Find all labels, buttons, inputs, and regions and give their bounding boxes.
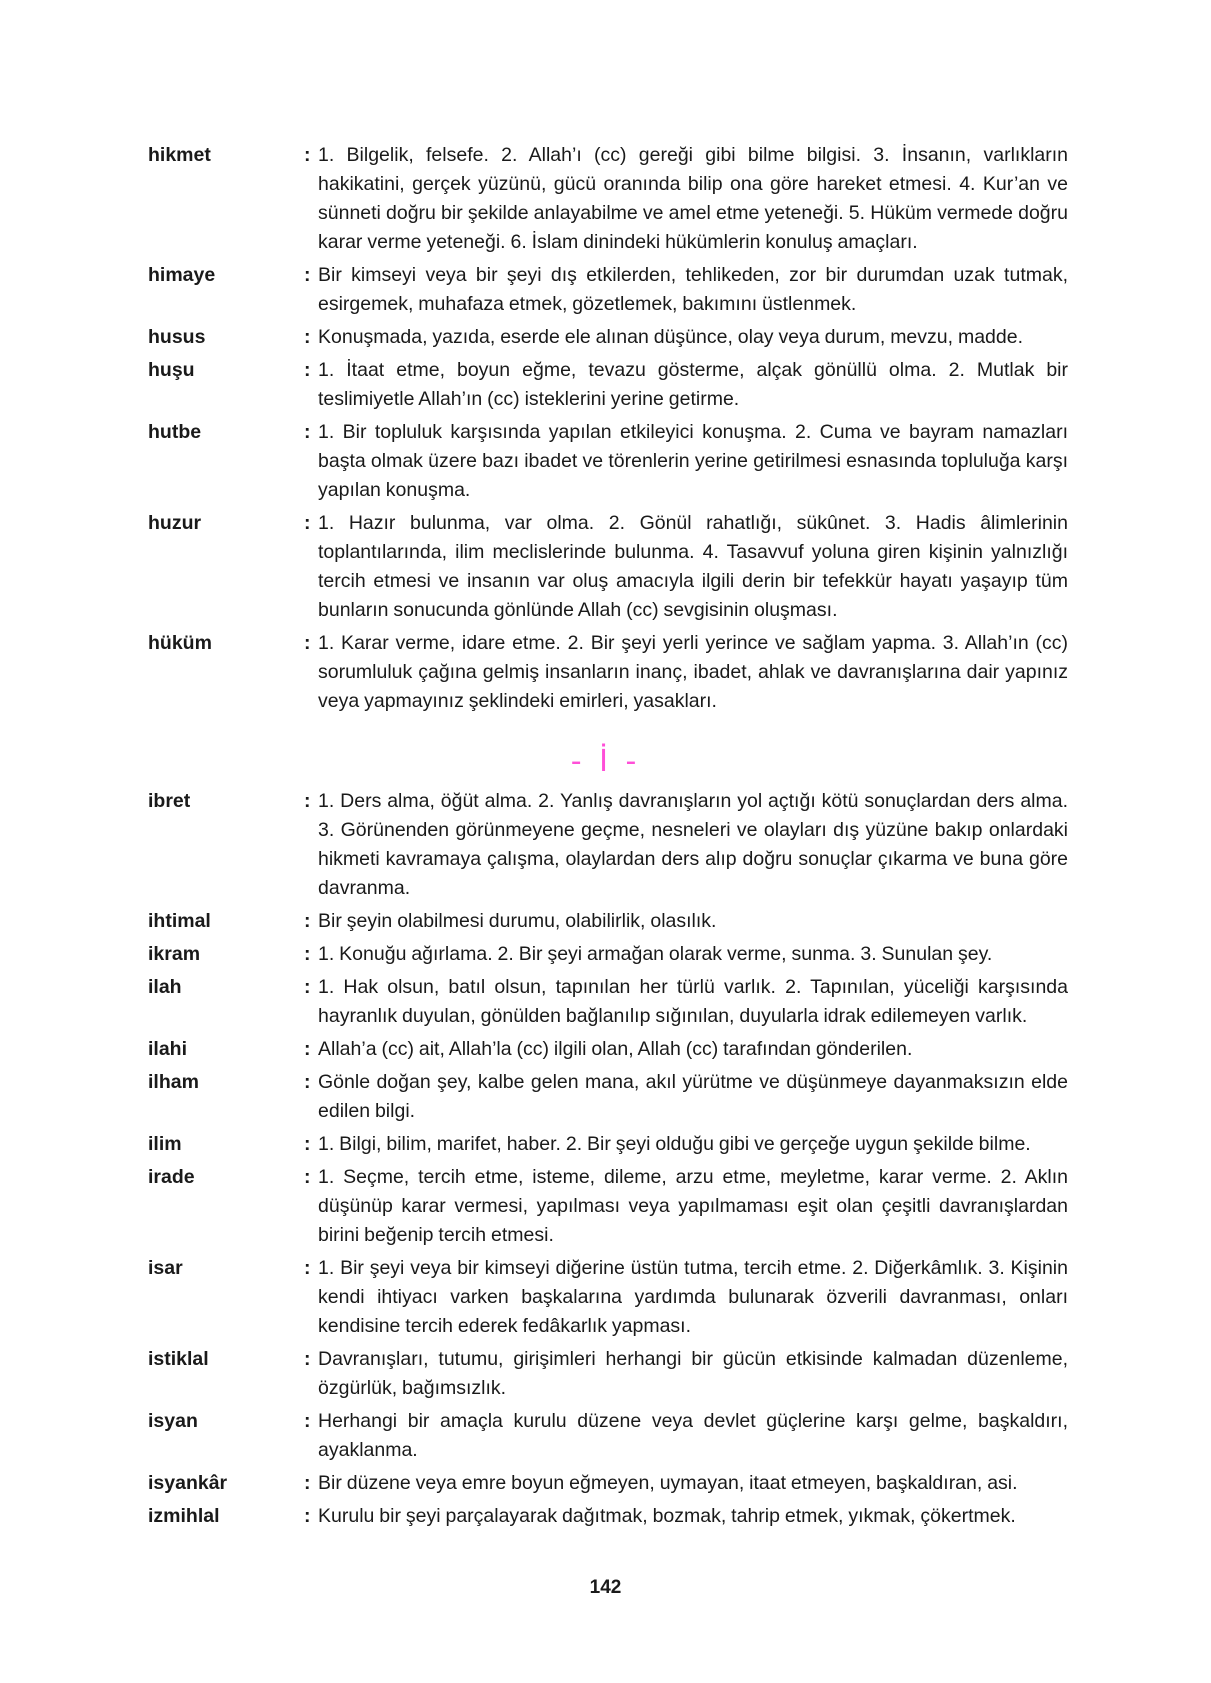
entry-term: ilham xyxy=(148,1071,199,1093)
glossary-section-i xyxy=(148,787,1068,1535)
glossary-entry xyxy=(148,907,1068,936)
glossary-entry xyxy=(148,1035,1068,1064)
entry-definition: Bir şeyin olabilmesi durumu, olabilirlik, olasılık. xyxy=(318,910,717,932)
glossary-entry xyxy=(148,1502,1068,1531)
glossary-entry xyxy=(148,629,1068,716)
glossary-entry xyxy=(148,141,1068,257)
entry-definition: 1. Seçme, tercih etme, isteme, dileme, arzu etme, meyletme, karar verme. 2. Aklın düşünüp karar vermesi, yapılması veya yapılmaması eşit olan çeşitli davranışlardan birini beğenip tercih etmesi. xyxy=(318,1166,1068,1246)
entry-definition: 1. Bilgi, bilim, marifet, haber. 2. Bir şeyi olduğu gibi ve gerçeğe uygun şekilde bilme. xyxy=(318,1133,1031,1155)
entry-definition: 1. Bilgelik, felsefe. 2. Allah’ı (cc) gereği gibi bilme bilgisi. 3. İnsanın, varlıkların hakikatini, gerçek yüzünü, gücü oranında bilip ona göre hareket etmesi. 4. Kur’an ve sünneti doğru bir şekilde anlayabilme ve amel etme yeteneği. 5. Hüküm vermede doğru karar verme yeteneği. 6. İslam dinindeki hükümlerin konuluş amaçları. xyxy=(318,144,1068,253)
entry-colon: : xyxy=(304,1472,311,1494)
entry-colon: : xyxy=(304,910,311,932)
glossary-entry xyxy=(148,973,1068,1031)
entry-definition: 1. Karar verme, idare etme. 2. Bir şeyi yerli yerince ve sağlam yapma. 3. Allah’ın (cc) sorumluluk çağına gelmiş insanların inanç, ibadet, ahlak ve davranışlarına dair yapınız veya yapmayınız şeklindeki emirleri, yasakları. xyxy=(318,632,1068,712)
entry-term: huzur xyxy=(148,512,202,534)
entry-definition: 1. Ders alma, öğüt alma. 2. Yanlış davranışların yol açtığı kötü sonuçlardan ders alma. 3. Görünenden görünmeyene geçme, nesneleri ve olayları dış yüzüne bakıp onlardaki hikmeti kavramaya çalışma, olaylardan ders alıp doğru sonuçlar çıkarma ve buna göre davranma. xyxy=(318,790,1068,899)
entry-colon: : xyxy=(304,512,311,534)
glossary-entry xyxy=(148,787,1068,903)
entry-colon: : xyxy=(304,1505,311,1527)
entry-term: ilahi xyxy=(148,1038,188,1060)
entry-colon: : xyxy=(304,1348,311,1370)
section-heading-i: - İ - xyxy=(570,744,641,779)
entry-term: irade xyxy=(148,1166,195,1188)
entry-colon: : xyxy=(304,1410,311,1432)
entry-colon: : xyxy=(304,1038,311,1060)
entry-definition: 1. Hak olsun, batıl olsun, tapınılan her türlü varlık. 2. Tapınılan, yüceliği karşısında hayranlık duyulan, gönülden bağlanılıp sığınılan, duyularla idrak edilemeyen varlık. xyxy=(318,976,1068,1027)
entry-definition: Gönle doğan şey, kalbe gelen mana, akıl yürütme ve düşünmeye dayanmaksızın elde edilen bilgi. xyxy=(318,1071,1068,1122)
entry-colon: : xyxy=(304,976,311,998)
entry-colon: : xyxy=(304,943,311,965)
entry-term: isyankâr xyxy=(148,1472,228,1494)
entry-definition: 1. İtaat etme, boyun eğme, tevazu gösterme, alçak gönüllü olma. 2. Mutlak bir teslimiyetle Allah’ın (cc) isteklerini yerine getirme. xyxy=(318,359,1068,410)
glossary-entry xyxy=(148,1130,1068,1159)
glossary-entry xyxy=(148,1068,1068,1126)
entry-colon: : xyxy=(304,326,311,348)
entry-term: himaye xyxy=(148,264,216,286)
entry-definition: Allah’a (cc) ait, Allah’la (cc) ilgili olan, Allah (cc) tarafından gönderilen. xyxy=(318,1038,913,1060)
glossary-entry xyxy=(148,509,1068,625)
entry-definition: 1. Bir şeyi veya bir kimseyi diğerine üstün tutma, tercih etme. 2. Diğerkâmlık. 3. Kişinin kendi ihtiyacı varken başkalarına yardımda bulunarak özverili davranması, onları kendisine tercih ederek fedâkarlık yapması. xyxy=(318,1257,1068,1337)
entry-colon: : xyxy=(304,1257,311,1279)
entry-term: izmihlal xyxy=(148,1505,220,1527)
entry-colon: : xyxy=(304,632,311,654)
entry-term: ikram xyxy=(148,943,201,965)
entry-term: husus xyxy=(148,326,206,348)
entry-definition: Herhangi bir amaçla kurulu düzene veya devlet güçlerine karşı gelme, başkaldırı, ayaklanma. xyxy=(318,1410,1068,1461)
glossary-entry xyxy=(148,1254,1068,1341)
entry-term: ilim xyxy=(148,1133,182,1155)
entry-colon: : xyxy=(304,359,311,381)
page-number: 142 xyxy=(589,1577,622,1598)
entry-term: hüküm xyxy=(148,632,212,654)
entry-term: huşu xyxy=(148,359,195,381)
glossary-entry xyxy=(148,418,1068,505)
glossary-entry xyxy=(148,1469,1068,1498)
glossary-entry xyxy=(148,323,1068,352)
entry-colon: : xyxy=(304,1166,311,1188)
entry-term: isar xyxy=(148,1257,183,1279)
glossary-entry xyxy=(148,1407,1068,1465)
entry-colon: : xyxy=(304,264,311,286)
entry-term: isyan xyxy=(148,1410,198,1432)
entry-term: ibret xyxy=(148,790,191,812)
entry-definition: 1. Konuğu ağırlama. 2. Bir şeyi armağan olarak verme, sunma. 3. Sunulan şey. xyxy=(318,943,993,965)
entry-definition: 1. Bir topluluk karşısında yapılan etkileyici konuşma. 2. Cuma ve bayram namazları başta olmak üzere bazı ibadet ve törenlerin yerine getirilmesi esnasında topluluğa karşı yapılan konuşma. xyxy=(318,421,1068,501)
entry-term: istiklal xyxy=(148,1348,209,1370)
glossary-entry xyxy=(148,1345,1068,1403)
glossary-entry xyxy=(148,1163,1068,1250)
glossary-entry xyxy=(148,940,1068,969)
glossary-entry xyxy=(148,261,1068,319)
entry-definition: Davranışları, tutumu, girişimleri herhangi bir gücün etkisinde kalmadan düzenleme, özgürlük, bağımsızlık. xyxy=(318,1348,1068,1399)
entry-definition: Konuşmada, yazıda, eserde ele alınan düşünce, olay veya durum, mevzu, madde. xyxy=(318,326,1023,348)
entry-term: ilah xyxy=(148,976,182,998)
entry-definition: Bir kimseyi veya bir şeyi dış etkilerden, tehlikeden, zor bir durumdan uzak tutmak, esirgemek, muhafaza etmek, gözetlemek, bakımını üstlenmek. xyxy=(318,264,1068,315)
entry-definition: Kurulu bir şeyi parçalayarak dağıtmak, bozmak, tahrip etmek, yıkmak, çökertmek. xyxy=(318,1505,1016,1527)
entry-term: hikmet xyxy=(148,144,211,166)
entry-colon: : xyxy=(304,1071,311,1093)
entry-colon: : xyxy=(304,421,311,443)
entry-definition: 1. Hazır bulunma, var olma. 2. Gönül rahatlığı, sükûnet. 3. Hadis âlimlerinin toplantılarında, ilim meclislerinde bulunma. 4. Tasavvuf yoluna giren kişinin yalnızlığı tercih etmesi ve insanın var oluş amacıyla ilgili derin bir tefekkür hayatı yaşayıp tüm bunların sonucunda gönlünde Allah (cc) sevgisinin oluşması. xyxy=(318,512,1068,621)
entry-term: hutbe xyxy=(148,421,202,443)
entry-definition: Bir düzene veya emre boyun eğmeyen, uymayan, itaat etmeyen, başkaldıran, asi. xyxy=(318,1472,1018,1494)
entry-colon: : xyxy=(304,790,311,812)
entry-colon: : xyxy=(304,144,311,166)
glossary-section-h xyxy=(148,141,1068,720)
entry-term: ihtimal xyxy=(148,910,211,932)
entry-colon: : xyxy=(304,1133,311,1155)
glossary-entry xyxy=(148,356,1068,414)
